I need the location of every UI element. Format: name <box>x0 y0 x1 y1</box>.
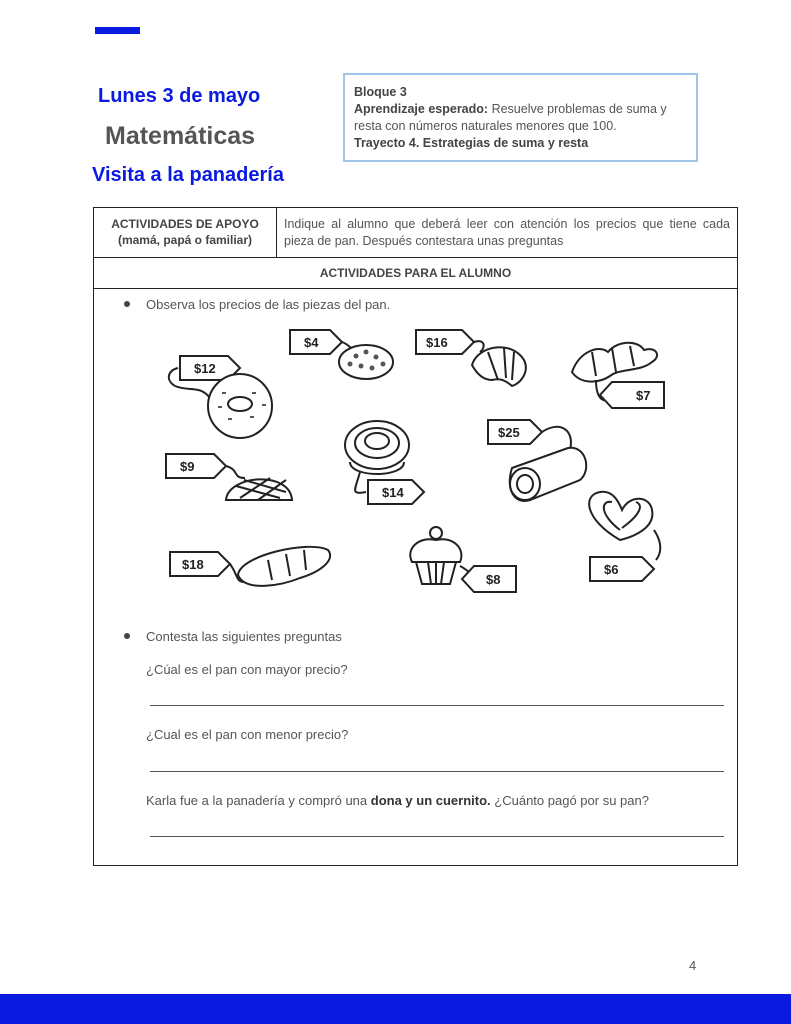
apoyo-title: ACTIVIDADES DE APOYO <box>111 217 259 231</box>
price-bolillo: $18 <box>182 557 204 572</box>
apoyo-instructions: Indique al alumno que deberá leer con atención los precios que tiene cada pieza de pan. Después contestara unas preguntas <box>284 217 730 248</box>
bottom-accent-bar <box>0 994 791 1024</box>
answer-line-2[interactable] <box>150 771 724 772</box>
bullet-observe-text: Observa los precios de las piezas del pan. <box>146 297 391 312</box>
bullet-questions-text: Contesta las siguientes preguntas <box>146 629 342 644</box>
alumno-header: ACTIVIDADES PARA EL ALUMNO <box>94 258 737 289</box>
aprendizaje-label: Aprendizaje esperado: <box>354 102 489 116</box>
price-tag-oreja <box>589 492 660 581</box>
question-3-bold: dona y un cuernito. <box>370 793 491 808</box>
question-3-part-a: Karla fue a la panadería y compró una <box>146 793 371 808</box>
price-cupcake: $8 <box>486 572 501 587</box>
bullet-dot <box>124 633 130 639</box>
bullet-dot <box>124 301 130 307</box>
lesson-date: Lunes 3 de mayo <box>98 85 261 107</box>
price-cuernito: $16 <box>426 335 448 350</box>
question-2: ¿Cual es el pan con menor precio? <box>146 727 349 742</box>
question-1: ¿Cúal es el pan con mayor precio? <box>146 662 348 677</box>
subject-title: Matemáticas <box>105 122 256 150</box>
top-accent-bar <box>95 27 140 34</box>
price-pan-redondo: $9 <box>180 459 195 474</box>
bloque-info-box <box>343 73 698 162</box>
apoyo-row <box>94 208 737 258</box>
lesson-title: Visita a la panadería <box>92 164 284 186</box>
apoyo-subtitle: (mamá, papá o familiar) <box>117 233 253 247</box>
bread-illustration <box>150 318 690 603</box>
question-3 <box>146 793 649 808</box>
price-tag-dona <box>169 356 272 438</box>
apoyo-header-cell <box>94 208 277 257</box>
answer-line-1[interactable] <box>150 705 724 706</box>
question-3-part-c: ¿Cuánto pagó por su pan? <box>490 793 649 808</box>
price-dona: $12 <box>194 361 216 376</box>
answer-line-3[interactable] <box>150 836 724 837</box>
price-rol-canela: $14 <box>382 485 404 500</box>
price-oreja: $6 <box>604 562 619 577</box>
price-rol: $25 <box>498 425 520 440</box>
bloque-label: Bloque 3 <box>354 85 407 99</box>
price-concha: $4 <box>304 335 319 350</box>
trayecto-label: Trayecto 4. Estrategias de suma y resta <box>354 136 589 150</box>
price-trenza: $7 <box>636 388 651 403</box>
page-number: 4 <box>689 958 697 973</box>
bullet-observe <box>146 297 390 312</box>
aprendizaje-text: Resuelve problemas de suma y resta con números naturales menores que 100. <box>354 102 667 133</box>
bullet-questions <box>146 629 342 644</box>
